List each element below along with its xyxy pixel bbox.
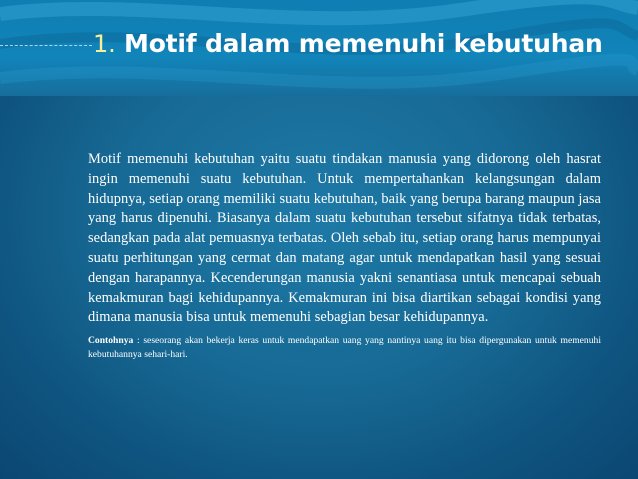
title-row xyxy=(0,24,638,64)
title-number: 1. xyxy=(93,30,116,58)
title-text: Motif dalam memenuhi kebutuhan xyxy=(124,29,603,58)
title-divider xyxy=(0,45,92,46)
example-text: : seseorang akan bekerja keras untuk mendapatkan uang yang nantinya uang itu bisa dipergunakan untuk memenuhi kebutuhannya sehari-hari. xyxy=(88,335,601,361)
example-label: Contohnya xyxy=(88,335,134,347)
slide-content xyxy=(88,150,601,362)
example-note xyxy=(88,334,601,362)
slide-title xyxy=(93,24,603,64)
body-paragraph: Motif memenuhi kebutuhan yaitu suatu tindakan manusia yang didorong oleh hasrat ingin memenuhi suatu kebutuhan. Untuk mempertahankan kelangsungan dalam hidupnya, setiap orang memiliki suatu kebutuhan, baik yang berupa barang maupun jasa yang harus dipenuhi. Biasanya dalam suatu kebutuhan tersebut sifatnya tidak terbatas, sedangkan pada alat pemuasnya terbatas. Oleh sebab itu, setiap orang harus mempunyai suatu perhitungan yang cermat dan matang agar untuk mendapatkan hasil yang sesuai dengan harapannya. Kecenderungan manusia yakni senantiasa untuk mencapai sebuah kemakmuran bagi kehidupannya. Kemakmuran ini bisa diartikan sebagai kondisi yang dimana manusia bisa untuk memenuhi sebagian besar kehidupannya. xyxy=(88,151,601,326)
